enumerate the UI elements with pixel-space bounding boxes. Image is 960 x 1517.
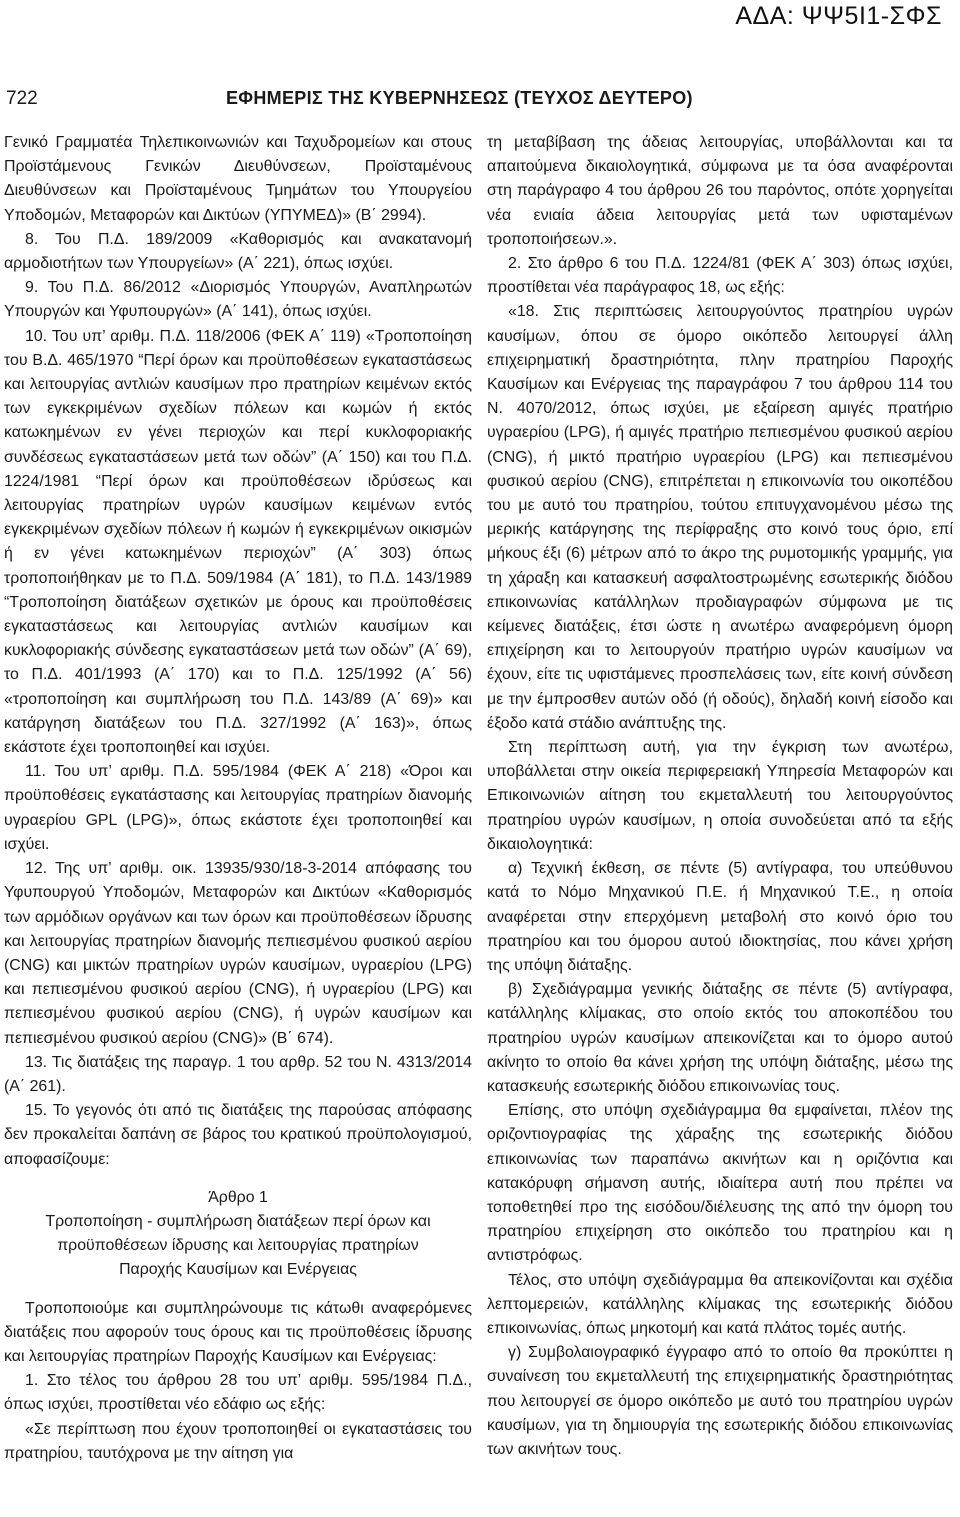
paragraph: 9. Του Π.Δ. 86/2012 «Διορισμός Υπουργών, Αναπληρωτών Υπουργών και Υφυπουργών» (Α΄ 141), όπως ισχύει. (4, 279, 472, 321)
paragraph: 13. Τις διατάξεις της παραγρ. 1 του αρθρ. 52 του Ν. 4313/2014 (Α΄ 261). (4, 1053, 472, 1095)
paragraph: α) Τεχνική έκθεση, σε πέντε (5) αντίγραφα, του υπεύθυνου κατά το Νόμο Μηχανικού Π.Ε. ή Μηχανικού Τ.Ε., η οποία αναφέρεται στην επερχόμενη μεταβολή στο κοινό όριο του πρατηρίου και του όμορου αυτού ιδιοκτησίας, που κάνει χρήση της υπόψη διάταξης. (487, 860, 953, 974)
paragraph: τη μεταβίβαση της άδειας λειτουργίας, υποβάλλονται και τα απαιτούμενα δικαιολογητικά, σύμφωνα με τα όσα αναφέρονται στη παράγραφο 4 του άρθρου 26 του παρόντος, οπότε χορηγείται νέα ενιαία άδεια λειτουργίας μετά των υφισταμένων τροποποιήσεων.». (487, 134, 953, 248)
paragraph: 2. Στο άρθρο 6 του Π.Δ. 1224/81 (ΦΕΚ Α΄ 303) όπως ισχύει, προστίθεται νέα παράγραφος 18, ως εξής: (487, 255, 953, 297)
page-number: 722 (6, 88, 38, 109)
right-column (487, 131, 953, 1517)
article-title-line: προϋποθέσεων ίδρυσης και λειτουργίας πρατηρίων (57, 1237, 419, 1255)
paragraph: 12. Της υπ’ αριθμ. οικ. 13935/930/18-3-2014 απόφασης του Υφυπουργού Υποδομών, Μεταφορών και Δικτύων «Καθορισμός των αρμόδιων οργάνων και των όρων και προϋποθέσεων ίδρυσης και λειτουργίας πρατηρίων διανομής πεπιεσμένου φυσικού αερίου (CNG) και μικτών πρατηρίων υγρών καυσίμων, υγραερίου (LPG) και πεπιεσμένου φυσικού αερίου (CNG), ή υγραερίου (LPG) και πεπιεσμένου φυσικού αερίου (CNG), ή υγρών καυσίμων και πεπιεσμένου φυσικού αερίου (CNG)» (Β΄ 674). (4, 860, 472, 1047)
document-body (0, 131, 960, 1517)
paragraph: Τέλος, στο υπόψη σχεδιάγραμμα θα απεικονίζονται και σχέδια λεπτομερειών, κατάλληλης κλίμακας της εσωτερικής διόδου επικοινωνίας, όπως μηκοτομή και κατά πλάτος τομές αυτής. (487, 1271, 953, 1337)
article-title-line: Παροχής Καυσίμων και Ενέργειας (119, 1261, 357, 1279)
paragraph: Στη περίπτωση αυτή, για την έγκριση των ανωτέρω, υποβάλλεται στην οικεία περιφερειακή Υπηρεσία Μεταφορών και Επικοινωνιών αίτηση του εκμεταλλευτή του λειτουργούντος πρατηρίου υγρών καυσίμων, η οποία συνοδεύεται από τα εξής δικαιολογητικά: (487, 739, 953, 853)
article-heading: Άρθρο 1 (208, 1188, 268, 1206)
gazette-title: ΕΦΗΜΕΡΙΣ ΤΗΣ ΚΥΒΕΡΝΗΣΕΩΣ (ΤΕΥΧΟΣ ΔΕΥΤΕΡΟ) (226, 88, 693, 108)
running-header (0, 88, 960, 118)
article-title-line: Τροποποίηση - συμπλήρωση διατάξεων περί όρων και (45, 1212, 431, 1230)
ada-code: ΑΔΑ: ΨΨ5Ι1-ΣΦΣ (735, 2, 942, 30)
paragraph: β) Σχεδιάγραμμα γενικής διάταξης σε πέντε (5) αντίγραφα, κατάλληλης κλίμακας, στο οποίο εκτός του αποκοπέδου του πρατηρίου υγρών καυσίμων απεικονίζεται και το όμορο αυτού ακίνητο το οποίο θα κάνει χρήση της υπόψη διάταξης, μέσω της κατασκευής εσωτερικής διόδου επικοινωνίας τους. (487, 981, 953, 1095)
paragraph: 8. Του Π.Δ. 189/2009 «Καθορισμός και ανακατανομή αρμοδιοτήτων των Υπουργείων» (Α΄ 221), όπως ισχύει. (4, 230, 472, 273)
paragraph: «18. Στις περιπτώσεις λειτουργούντος πρατηρίου υγρών καυσίμων, όπου σε όμορο οικόπεδο λειτουργεί άλλη επιχειρηματική δραστηριότητα, πλην πρατηρίου Παροχής Καυσίμων και Ενέργειας της παραγράφου 7 του άρθρου 114 του Ν. 4070/2012, όπως ισχύει, με εξαίρεση αμιγές πρατήριο υγραερίου (LPG), ή αμιγές πρατήριο πεπιεσμένου φυσικού αερίου (CNG), ή μικτό πρατήριο υγραερίου (LPG) και πεπιεσμένου φυσικού αερίου (CNG), επιτρέπεται η επικοινωνία του οικοπέδου του με αυτό του πρατηρίου, τούτου επιτυγχανομένου μέσω της μερικής κατάργησης της περίφραξης στο κοινό τους όριο, επί μήκους έξι (6) μέτρων από το άκρο της ρυμοτομικής γραμμής, για τη χάραξη και κατασκευή ασφαλτοστρωμένης εσωτερικής διόδου επικοινωνίας κατάλληλων προδιαγραφών σύμφωνα με τις κείμενες διατάξεις, έτσι ώστε η ανωτέρω αναφερόμενη όμορη επιχείρηση και το λειτουργούν πρατήριο υγρών καυσίμων να έχουν, είτε τις υφιστάμενες προσπελάσεις των, είτε κοινή σύνδεση με την έμπροσθεν αυτών οδό (ή οδούς), δηλαδή κοινή είσοδο και έξοδο κατά στάδιο ανάπτυξης της. (487, 303, 953, 732)
paragraph: Τροποποιούμε και συμπληρώνουμε τις κάτωθι αναφερόμενες διατάξεις που αφορούν τους όρους και τις προϋποθέσεις ίδρυσης και λειτουργίας πρατηρίων Παροχής Καυσίμων και Ενέργειας: (4, 1299, 472, 1365)
paragraph: 10. Του υπ’ αριθμ. Π.Δ. 118/2006 (ΦΕΚ Α΄ 119) «Τροποποίηση του Β.Δ. 465/1970 “Περί όρων και προϋποθέσεων εγκαταστάσεως και λειτουργίας αντλιών καυσίμων προ πρατηρίων κειμένων εκτός των εγκεκριμένων σχεδίων πόλεων και κωμών ή εκτός κατωκημένων εν γένει περιοχών και περί κυκλοφοριακής συνδέσεως εγκαταστάσεων μετά των οδών” (Α΄ 150) και του Π.Δ. 1224/1981 “Περί όρων και προϋποθέσεων ιδρύσεως και λειτουργίας πρατηρίων υγρών καυσίμων κειμένων εντός εγκεκριμένων σχεδίων πόλεων ή κωμών ή εγκεκριμένων οικισμών ή εν γένει κατωκημένων περιοχών” (Α΄ 303) όπως τροποποιήθηκαν με το Π.Δ. 509/1984 (Α΄ 181), το Π.Δ. 143/1989 “Τροποποίηση διατάξεων σχετικών με όρους και προϋποθέσεις εγκαταστάσεως και λειτουργίας αντλιών καυσίμων και κυκλοφοριακής σύνδεσης εγκαταστάσεων μετά των οδών” (Α΄ 69), το Π.Δ. 401/1993 (Α΄ 170) και το Π.Δ. 125/1992 (Α΄ 56) «τροποποίηση και συμπλήρωση του Π.Δ. 143/89 (Α΄ 69)» και κατάργηση διατάξεων του Π.Δ. 327/1992 (Α΄ 163)», όπως εκάστοτε έχει τροποποιηθεί και ισχύει. (4, 327, 472, 757)
paragraph: Επίσης, στο υπόψη σχεδιάγραμμα θα εμφαίνεται, πλέον της οριζοντιογραφίας της χάραξης της εσωτερικής διόδου επικοινωνίας των παραπάνω ακινήτων και η οριζόντια και κατακόρυφη σήμανση αυτής, ιδιαίτερα αυτή που πρέπει να τοποθετηθεί προ της εισόδου/διέλευσης της από την όμορη του πρατηρίου επιχείρηση στο οικόπεδο του πρατηρίου και η αντιστρόφως. (487, 1102, 953, 1265)
paragraph: «Σε περίπτωση που έχουν τροποποιηθεί οι εγκαταστάσεις του πρατηρίου, ταυτόχρονα με την αίτηση για (4, 1420, 472, 1462)
left-column (4, 131, 472, 1517)
paragraph: 11. Του υπ’ αριθμ. Π.Δ. 595/1984 (ΦΕΚ Α΄ 218) «Όροι και προϋποθέσεις εγκατάστασης και λειτουργίας πρατηρίων διανομής υγραερίου GPL (LPG)», όπως εκάστοτε έχει τροποποιηθεί και ισχύει. (4, 763, 472, 853)
paragraph: γ) Συμβολαιογραφικό έγγραφο από το οποίο θα προκύπτει η συναίνεση του εκμεταλλευτή της επιχειρηματικής δραστηριότητας που λειτουργεί σε όμορο οικόπεδο με αυτό του πρατηρίου υγρών καυσίμων, για τη δημιουργία της εσωτερικής διόδου επικοινωνίας των ακινήτων τους. (487, 1344, 953, 1458)
paragraph: 1. Στο τέλος του άρθρου 28 του υπ’ αριθμ. 595/1984 Π.Δ., όπως ισχύει, προστίθεται νέο εδάφιο ως εξής: (4, 1372, 472, 1414)
paragraph: Γενικό Γραμματέα Τηλεπικοινωνιών και Ταχυδρομείων και στους Προϊστάμενους Γενικών Διευθύνσεων, Προϊσταμένους Διευθύνσεων και Προϊσταμένους Τμημάτων του Υπουργείου Υποδομών, Μεταφορών και Δικτύων (ΥΠΥΜΕΔ)» (Β΄ 2994). (4, 134, 472, 224)
spacer (4, 1172, 472, 1186)
spacer (4, 1283, 472, 1297)
paragraph: 15. Το γεγονός ότι από τις διατάξεις της παρούσας απόφασης δεν προκαλείται δαπάνη σε βάρος του κρατικού προϋπολογισμού, αποφασίζουμε: (4, 1102, 472, 1168)
